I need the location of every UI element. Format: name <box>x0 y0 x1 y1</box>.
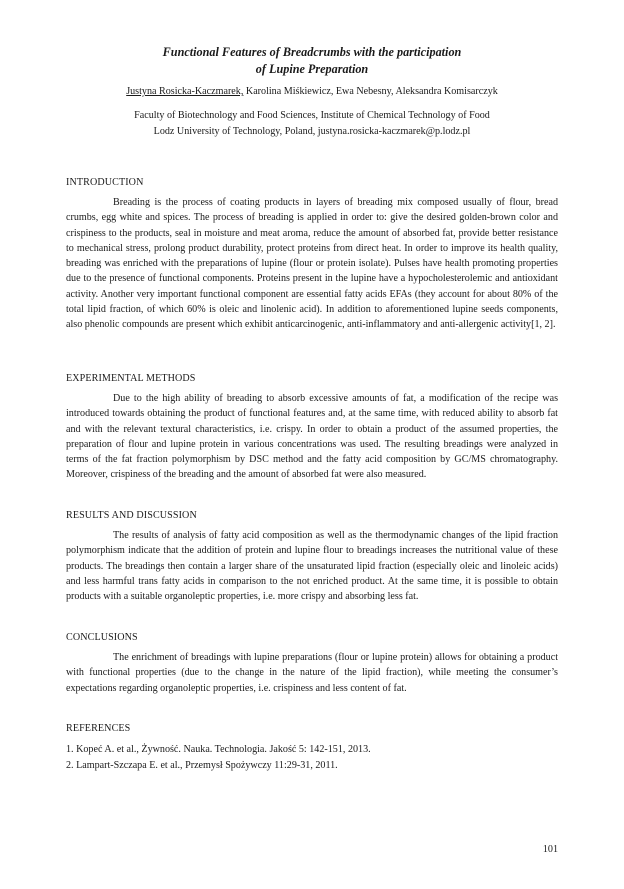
affiliation-line-1: Faculty of Biotechnology and Food Sciences, Institute of Chemical Technology of Food <box>134 110 490 121</box>
section-results-and-discussion <box>66 508 558 604</box>
section-heading: EXPERIMENTAL METHODS <box>66 373 196 384</box>
section-heading: CONCLUSIONS <box>66 632 138 643</box>
page-number: 101 <box>542 844 558 855</box>
paper-title <box>60 44 564 78</box>
section-heading: REFERENCES <box>66 723 131 734</box>
section-introduction <box>66 175 558 333</box>
affiliation-line-2: Lodz University of Technology, Poland, justyna.rosicka-kaczmarek@p.lodz.pl <box>153 125 471 137</box>
section-body: The enrichment of breadings with lupine preparations (flour or lupine protein) allows for obtaining a product with functional properties (due to the change in the nature of the lipid fraction), while meeting the consumer’s expectations regarding organoleptic properties, i.e. crispiness and less content of fat. <box>66 652 558 694</box>
section-body: The results of analysis of fatty acid composition as well as the thermodynamic changes of the lipid fraction polymorphism indicate that the addition of protein and lupine flour to breadings increases the nutritional value of these products. The breadings then contain a larger share of the unsaturated lipid fraction (especially oleic and linoleic acids) and less harmful trans fatty acids in comparison to the not enriched product. At the same time, it is possible to obtain products with a suitable organoleptic properties, i.e. more crispy and absorbing less fat. <box>66 530 558 603</box>
presenting-author: Justyna Rosicka-Kaczmarek, <box>126 86 244 97</box>
section-experimental-methods <box>66 371 558 483</box>
title-line-1: Functional Features of Breadcrumbs with the participation <box>162 45 462 59</box>
section-conclusions <box>66 630 558 696</box>
reference-list <box>66 742 558 774</box>
section-body: Due to the high ability of breading to absorb excessive amounts of fat, a modification of the recipe was introduced towards obtaining the product of functional features and, at the same time, with reduced ability to absorb fat and with the relevant textural characteristics, i.e. crispy. In order to obtain a product of the assumed properties, the preparation of flour and lupine protein in various concentrations was used. The resulting breadings were analyzed in terms of the fat fraction polymorphism by DSC method and the fatty acid composition by GC/MS chromatography. Moreover, crispiness of the breading and the amount of absorbed fat were also measured. <box>66 393 558 481</box>
co-authors: Karolina Miśkiewicz, Ewa Nebesny, Aleksandra Komisarczyk <box>243 86 498 97</box>
section-heading: RESULTS AND DISCUSSION <box>66 510 197 521</box>
section-references <box>66 721 558 774</box>
title-line-2: of Lupine Preparation <box>255 62 369 76</box>
reference-item: 1. Kopeć A. et al., Żywność. Nauka. Technologia. Jakość 5: 142-151, 2013. <box>66 744 371 755</box>
author-list <box>60 85 564 99</box>
section-heading: INTRODUCTION <box>66 177 144 188</box>
reference-item: 2. Lampart-Szczapa E. et al., Przemysł Spożywczy 11:29-31, 2011. <box>66 760 338 771</box>
affiliation <box>60 108 564 139</box>
section-body: Breading is the process of coating products in layers of breading mix composed usually of flour, bread crumbs, egg white and spices. The process of breading is applied in order to: give the desired golden-brown color and crispiness to the products, seal in moisture and meat aroma, reduce the amount of absorbed fat, provide better resistance to mechanical stress, prolong product durability, protect proteins from direct heat. In order to improve its health quality, breading was enriched with the preparations of lupine (flour or protein isolate). Pulses have health promoting properties due to the presence of functional components. Proteins present in the lupine have a hypocholesterolemic and antioxidant activity. Another very important functional component are essential fatty acids EFAs (they account for about 80% of the total lipid fraction, of which 60% is oleic and linolenic acid). In addition to aforementioned lupine seeds components, also phenolic compounds are present which exhibit anticarcinogenic, anti-inflammatory and anti-allergenic activity[1, 2]. <box>66 197 558 331</box>
